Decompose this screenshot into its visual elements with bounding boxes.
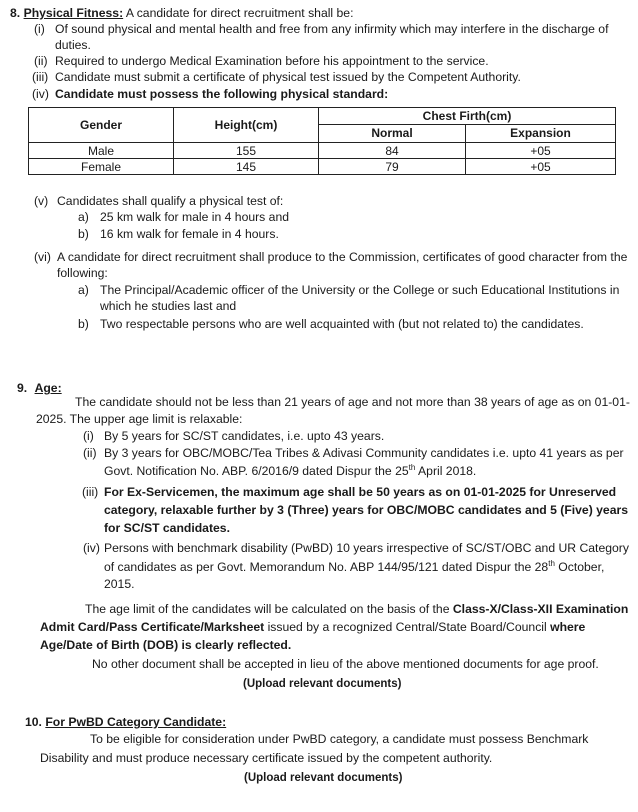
s10-para-line2: Disability and must produce necessary certificate issued by the competent authority. bbox=[40, 751, 493, 765]
s8-item-iv-text: Candidate must possess the following physical standard: bbox=[55, 87, 389, 101]
section-9-heading bbox=[17, 381, 62, 397]
s9-para2-line2-where: where bbox=[550, 620, 586, 634]
s8-item-vb-text: 16 km walk for female in 4 hours. bbox=[100, 227, 279, 241]
physical-standard-table bbox=[28, 107, 616, 175]
section-8-heading bbox=[10, 6, 353, 22]
s9-item-ii-line2-end: April 2018. bbox=[415, 464, 477, 479]
s9-item-i-number: (i) bbox=[83, 429, 94, 443]
s8-item-via-line1: The Principal/Academic officer of the University or the College or such Educational Institutions in bbox=[100, 283, 620, 297]
table-row bbox=[29, 159, 616, 175]
s9-para3: No other document shall be accepted in lieu of the above mentioned documents for age proof. bbox=[92, 657, 599, 671]
s8-item-iii-text: Candidate must submit a certificate of physical test issued by the Competent Authority. bbox=[55, 70, 521, 84]
s8-item-v-number: (v) bbox=[34, 194, 49, 208]
s9-upload-note: (Upload relevant documents) bbox=[243, 678, 402, 690]
table-row bbox=[29, 143, 616, 159]
s9-para2-line1 bbox=[85, 602, 628, 618]
s9-para2-line1-bold: Class-X/Class-XII Examination bbox=[452, 602, 629, 616]
header-height: Height(cm) bbox=[174, 108, 319, 143]
s8-item-vi-number: (vi) bbox=[34, 250, 51, 264]
s8-item-v-text: Candidates shall qualify a physical test of: bbox=[57, 194, 284, 208]
s10-upload-note: (Upload relevant documents) bbox=[244, 772, 403, 784]
s9-para2-line1-text: The age limit of the candidates will be calculated on the basis of the bbox=[85, 602, 453, 616]
section-9-title: Age: bbox=[34, 381, 62, 395]
section-9-number: 9. bbox=[17, 381, 28, 395]
s8-item-vib-number: b) bbox=[78, 317, 89, 331]
s9-item-iv-line3: 2015. bbox=[104, 577, 135, 591]
s8-item-via-line2: which he studies last and bbox=[100, 299, 237, 313]
s9-item-i-text: By 5 years for SC/ST candidates, i.e. upto 43 years. bbox=[104, 429, 385, 443]
s9-item-ii-line2 bbox=[104, 463, 476, 480]
s8-item-i-line1: Of sound physical and mental health and free from any infirmity which may interfere in the discharge of bbox=[55, 22, 609, 36]
s9-item-iii-line3: for SC/ST candidates. bbox=[104, 521, 230, 535]
s9-item-ii-sup: th bbox=[408, 463, 416, 472]
section-10-heading bbox=[25, 715, 226, 731]
s9-item-iv-line2-end: October, bbox=[554, 560, 605, 575]
section-8-intro: A candidate for direct recruitment shall be: bbox=[123, 6, 354, 20]
section-10-title: For PwBD Category Candidate: bbox=[45, 715, 227, 729]
s9-item-iii-number: (iii) bbox=[82, 485, 99, 499]
s9-para1-line2: 2025. The upper age limit is relaxable: bbox=[36, 412, 243, 426]
cell-expansion: +05 bbox=[466, 159, 616, 175]
s8-item-va-number: a) bbox=[78, 210, 89, 224]
s9-item-iii-line2: category, relaxable further by 3 (Three) years for OBC/MOBC candidates and 5 (Five) years bbox=[104, 503, 629, 517]
header-chest: Chest Firth(cm) bbox=[319, 108, 616, 125]
header-expansion: Expansion bbox=[466, 124, 616, 142]
cell-height: 155 bbox=[174, 143, 319, 159]
s8-item-iv-number: (iv) bbox=[32, 87, 49, 101]
s9-item-iv-line2-text: of candidates as per Govt. Memorandum No. ABP 144/95/121 dated Dispur the 28 bbox=[104, 560, 549, 575]
s9-para2-line2 bbox=[40, 620, 585, 636]
s9-para2-line3: Age/Date of Birth (DOB) is clearly reflected. bbox=[40, 638, 292, 652]
cell-gender: Female bbox=[29, 159, 174, 175]
s8-item-ii-text: Required to undergo Medical Examination before his appointment to the service. bbox=[55, 54, 489, 68]
s8-item-i-number: (i) bbox=[34, 22, 45, 36]
s8-item-iii-number: (iii) bbox=[32, 70, 49, 84]
s9-item-iv-number: (iv) bbox=[83, 541, 100, 555]
s8-item-ii-number: (ii) bbox=[34, 54, 48, 68]
section-8-number: 8. bbox=[10, 6, 21, 20]
cell-expansion: +05 bbox=[466, 143, 616, 159]
section-8-title: Physical Fitness: bbox=[23, 6, 124, 20]
s8-item-vb-number: b) bbox=[78, 227, 89, 241]
header-gender: Gender bbox=[29, 108, 174, 143]
s9-item-ii-line1: By 3 years for OBC/MOBC/Tea Tribes & Adivasi Community candidates i.e. upto 41 years as per bbox=[104, 446, 624, 460]
s8-item-via-number: a) bbox=[78, 283, 89, 297]
s9-item-ii-number: (ii) bbox=[83, 446, 97, 460]
s10-para-line1: To be eligible for consideration under PwBD category, a candidate must possess Benchmark bbox=[90, 732, 589, 746]
table-header-row bbox=[29, 108, 616, 125]
s8-item-vib-text: Two respectable persons who are well acquainted with (but not related to) the candidates. bbox=[100, 317, 584, 331]
cell-normal: 79 bbox=[319, 159, 466, 175]
s9-item-iv-line1: Persons with benchmark disability (PwBD) 10 years irrespective of SC/ST/OBC and UR Category bbox=[104, 541, 629, 555]
s8-item-vi-line2: following: bbox=[57, 266, 108, 280]
s8-item-va-text: 25 km walk for male in 4 hours and bbox=[100, 210, 289, 224]
s9-para2-line2-text: issued by a recognized Central/State Board/Council bbox=[264, 620, 551, 634]
cell-normal: 84 bbox=[319, 143, 466, 159]
s9-para1-line1: The candidate should not be less than 21 years of age and not more than 38 years of age as on 01-01- bbox=[75, 395, 630, 409]
header-normal: Normal bbox=[319, 124, 466, 142]
s8-item-i-line2: duties. bbox=[55, 38, 91, 52]
section-10-number: 10. bbox=[25, 715, 42, 729]
cell-gender: Male bbox=[29, 143, 174, 159]
cell-height: 145 bbox=[174, 159, 319, 175]
s9-para2-line2-bold: Admit Card/Pass Certificate/Marksheet bbox=[40, 620, 265, 634]
s8-item-vi-line1: A candidate for direct recruitment shall produce to the Commission, certificates of good character from the bbox=[57, 250, 628, 264]
s9-item-iii-line1: For Ex-Servicemen, the maximum age shall be 50 years as on 01-01-2025 for Unreserved bbox=[104, 485, 617, 499]
s9-item-iv-sup: th bbox=[548, 559, 555, 568]
s9-item-ii-line2-text: Govt. Notification No. ABP. 6/2016/9 dated Dispur the 25 bbox=[104, 464, 409, 479]
s9-item-iv-line2 bbox=[104, 559, 604, 576]
